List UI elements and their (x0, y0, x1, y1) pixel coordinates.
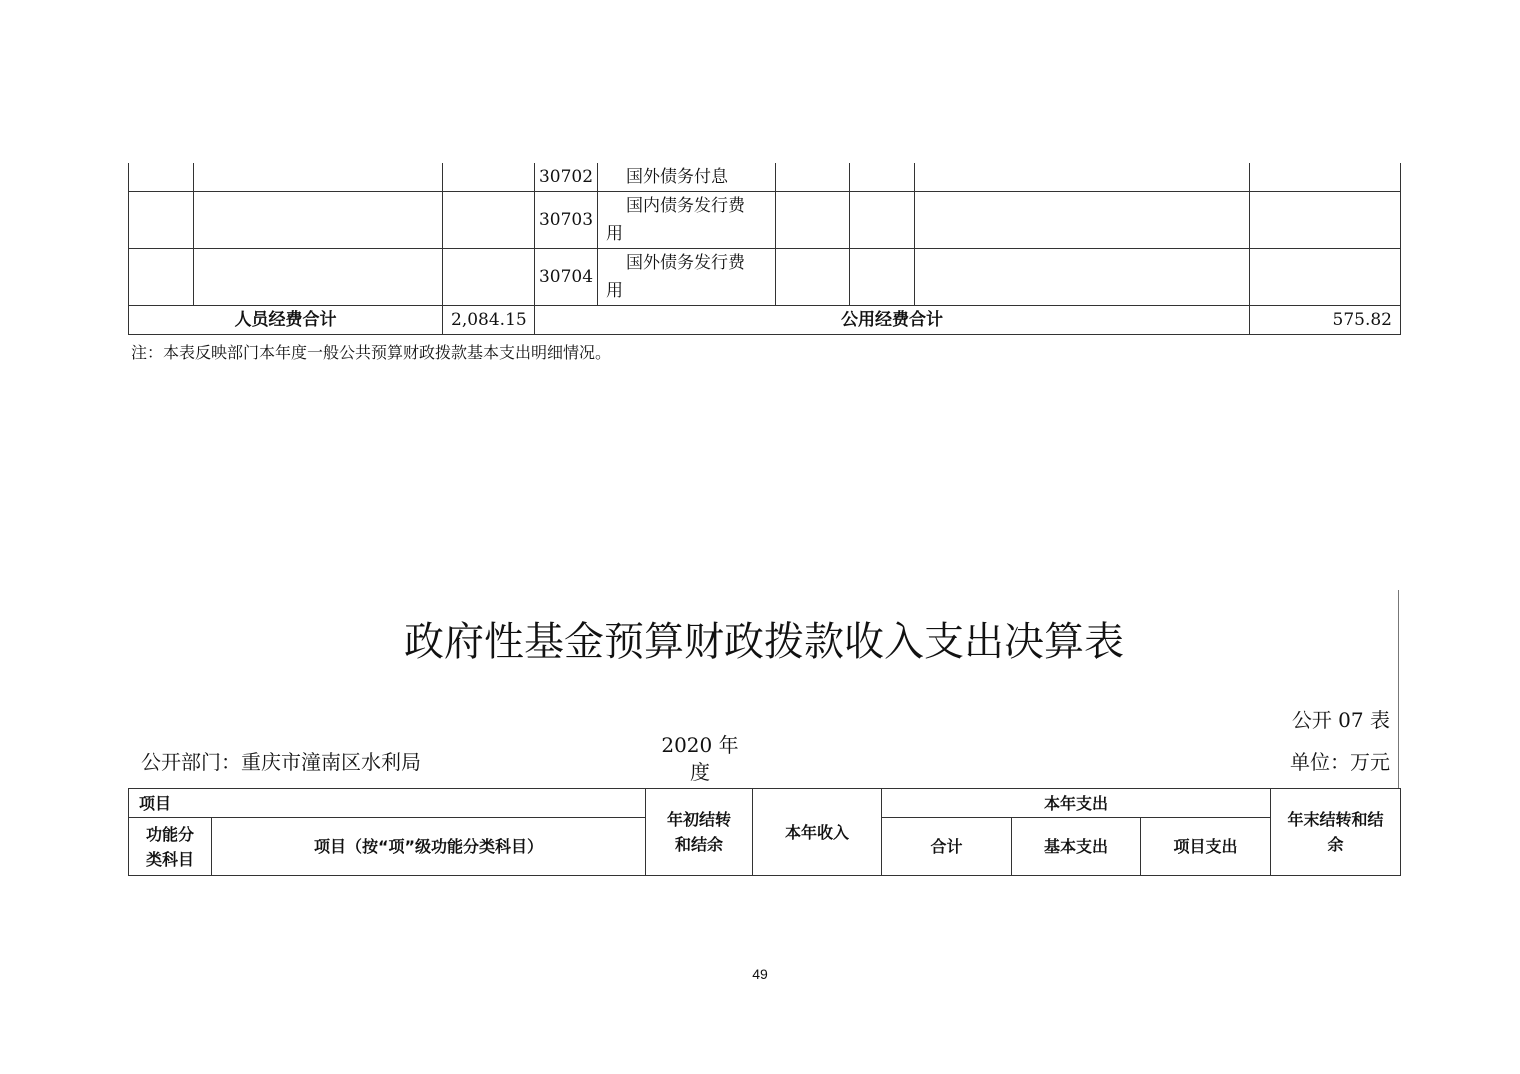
header-basic: 基本支出 (1012, 818, 1141, 876)
header-row (129, 789, 1401, 818)
table-row (129, 163, 1401, 192)
econ-name-cell: 国外债务付息 (598, 163, 776, 192)
unit-label: 单位：万元 (1290, 750, 1390, 774)
header-total: 合计 (882, 818, 1012, 876)
public-total-value: 575.82 (1250, 306, 1401, 335)
expenditure-detail-table (128, 163, 1401, 335)
table-note: 注：本表反映部门本年度一般公共预算财政拨款基本支出明细情况。 (131, 343, 612, 362)
year-label: 2020 年 度 (661, 733, 739, 784)
table-row (129, 192, 1401, 249)
header-func-code: 功能分 类科目 (129, 818, 212, 876)
econ-code-cell: 30703 (535, 192, 598, 249)
department-label: 公开部门：重庆市潼南区水利局 (141, 750, 421, 774)
header-project-name: 项目（按“项”级功能分类科目） (212, 818, 646, 876)
econ-code-cell: 30702 (535, 163, 598, 192)
table-row (129, 249, 1401, 306)
header-expense: 本年支出 (882, 789, 1271, 818)
page-number: 49 (752, 966, 768, 982)
econ-name-cell: 国外债务发行费 用 (598, 249, 776, 306)
totals-row (129, 306, 1401, 335)
econ-name-cell: 国内债务发行费 用 (598, 192, 776, 249)
personnel-total-label: 人员经费合计 (129, 306, 443, 335)
table-number: 公开 07 表 (1291, 708, 1390, 732)
header-begin-balance: 年初结转 和结余 (646, 789, 753, 876)
personnel-total-value: 2,084.15 (443, 306, 535, 335)
header-end-balance: 年末结转和结 余 (1271, 789, 1401, 876)
public-total-label: 公用经费合计 (535, 306, 1250, 335)
header-project-exp: 项目支出 (1141, 818, 1271, 876)
gov-fund-table (128, 788, 1401, 876)
header-project: 项目 (129, 789, 646, 818)
econ-code-cell: 30704 (535, 249, 598, 306)
header-income: 本年收入 (753, 789, 882, 876)
page-title: 政府性基金预算财政拨款收入支出决算表 (404, 619, 1124, 665)
